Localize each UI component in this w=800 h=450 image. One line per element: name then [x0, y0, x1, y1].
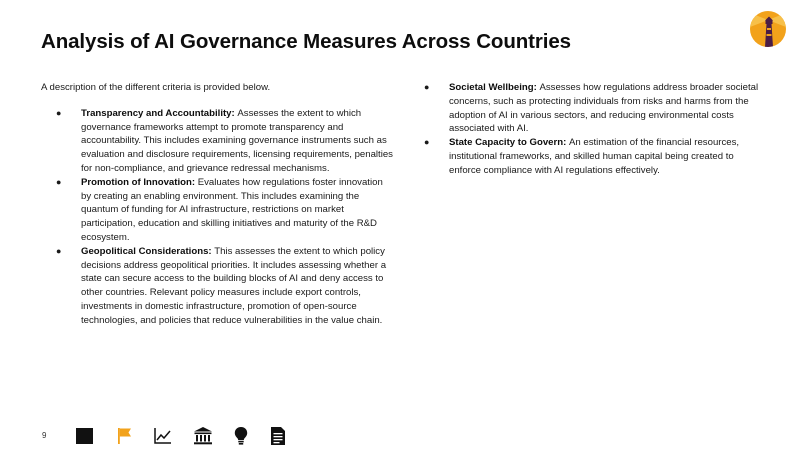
criteria-description: An estimation of the financial resources, institutional frameworks, and skilled human capital being created to enforce compliance with AI regulations effectively.: [449, 137, 740, 176]
square-icon[interactable]: [74, 425, 96, 447]
criteria-term: Transparency and Accountability:: [81, 107, 238, 119]
criteria-description: Assesses the extent to which governance frameworks attempt to promote transparency and accountability. This includes examining governance instruments such as evaluation and disclosure requirements, licensing requirements, penalties for non-compliance, and grievance redressal mechanisms.: [81, 107, 393, 174]
bullet-icon: ●: [424, 82, 430, 92]
bullet-icon: ●: [424, 137, 430, 148]
criteria-term: Geopolitical Considerations:: [81, 245, 215, 257]
bullet-icon: ●: [56, 245, 62, 256]
line-chart-icon[interactable]: [152, 425, 174, 447]
criteria-item: [56, 107, 393, 176]
criteria-term: Promotion of Innovation:: [81, 176, 198, 188]
criteria-description: This assesses the extent to which policy decisions address geopolitical priorities. It includes assessing whether a state can secure access to the building blocks of AI and deny access to other countries. Relevant policy measures include export controls, investments in domestic infrastructure, promotion of open-source technologies, and policies that reduce vulnerabilities in the value chain.: [81, 245, 387, 326]
criteria-list-right: [424, 81, 760, 178]
criteria-description: Evaluates how regulations foster innovation by creating an enabling environment. This includes examining the quantum of funding for AI infrastructure, restrictions on market participation, education and skilling initiatives and maturity of the R&D ecosystem.: [81, 176, 383, 243]
flag-icon[interactable]: [114, 425, 136, 447]
document-icon[interactable]: [267, 425, 289, 447]
criteria-description: Assesses how regulations address broader societal concerns, such as protecting individuals from risks and harms from the adoption of AI in various sectors, and reducing environmental costs associated with AI.: [449, 82, 759, 135]
lightbulb-icon[interactable]: [230, 425, 252, 447]
criteria-item: [56, 176, 393, 245]
left-column: [41, 81, 393, 328]
criteria-term: State Capacity to Govern:: [449, 137, 569, 149]
criteria-list-left: [41, 107, 393, 328]
criteria-item: [424, 136, 760, 177]
institution-icon[interactable]: [192, 425, 214, 447]
slide-title: Analysis of AI Governance Measures Across Countries: [41, 30, 571, 53]
lighthouse-logo-icon: [750, 11, 786, 47]
page-number: 9: [42, 431, 47, 440]
bullet-icon: ●: [56, 176, 62, 187]
criteria-item: [56, 245, 393, 328]
slide-nav-toolbar: [74, 425, 294, 447]
bullet-icon: ●: [56, 107, 62, 118]
right-column: [424, 81, 760, 178]
criteria-term: Societal Wellbeing:: [449, 82, 540, 93]
criteria-item: [424, 81, 760, 136]
intro-text: A description of the different criteria is provided below.: [41, 82, 271, 93]
